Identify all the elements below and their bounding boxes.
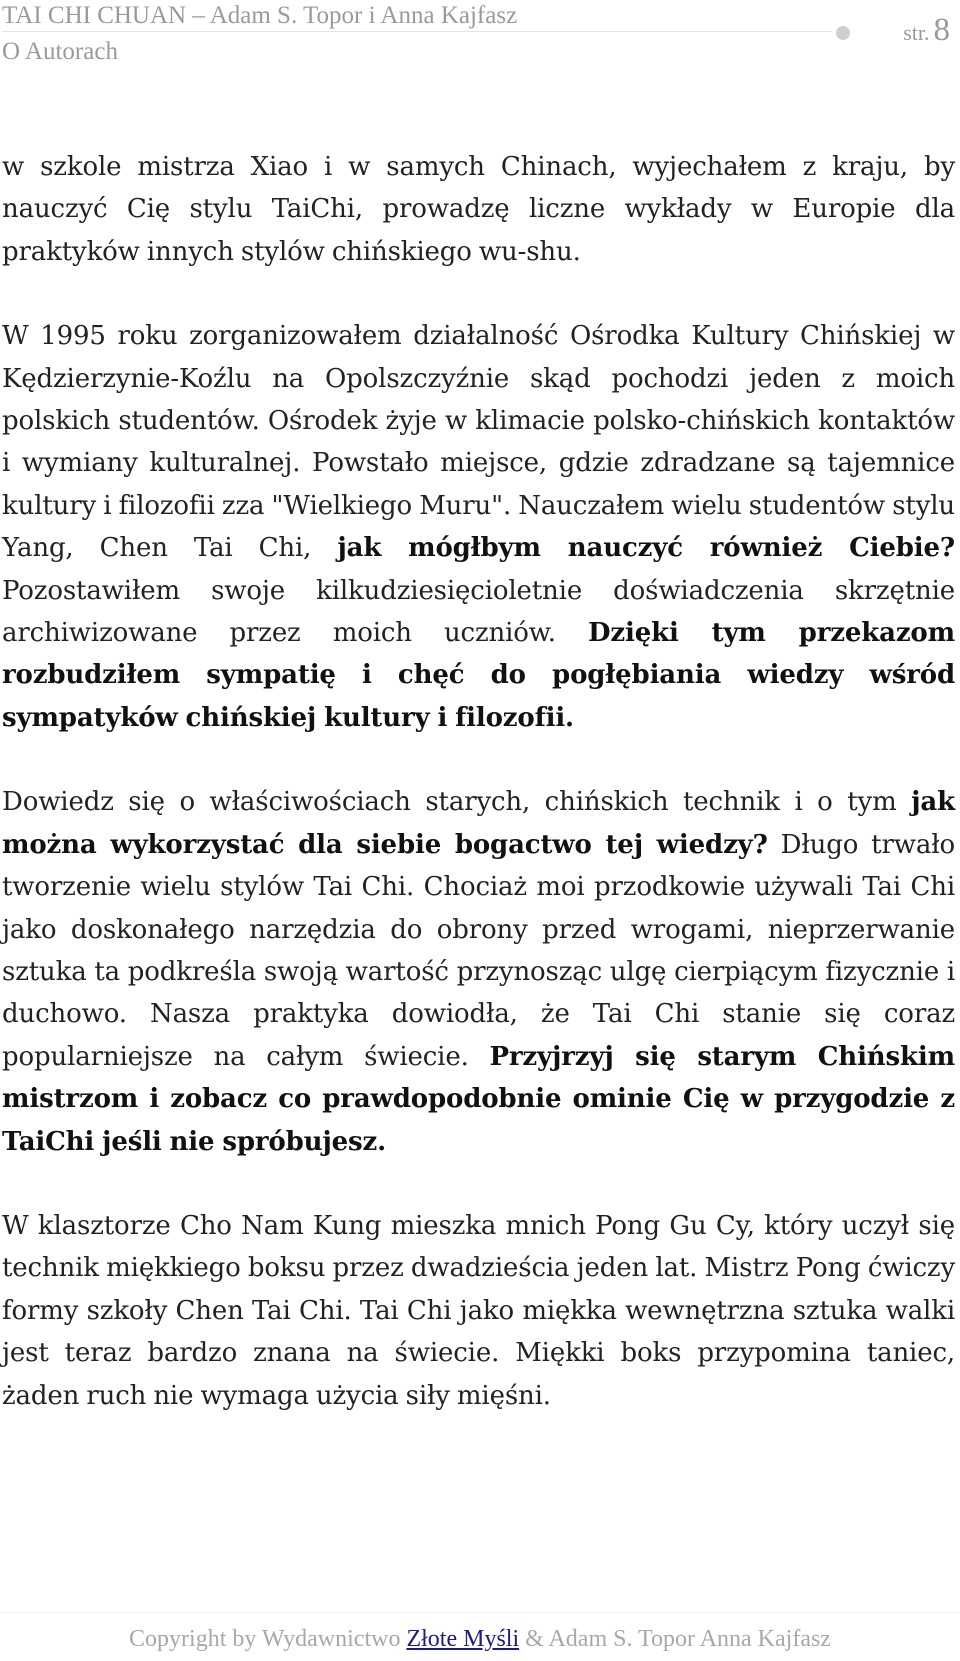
copyright-suffix: & Adam S. Topor Anna Kajfasz — [525, 1626, 831, 1652]
section-title: O Autorach — [2, 38, 118, 65]
copyright-prefix: Copyright by Wydawnictwo — [129, 1626, 401, 1652]
page-footer — [0, 1626, 960, 1653]
bullet-icon — [836, 26, 850, 40]
paragraph-1: w szkole mistrza Xiao i w samych Chinach, wyjechałem z kraju, by nauczyć Cię stylu TaiChi, prowadzę liczne wykłady w Europie dla praktyków innych stylów chińskiego wu-shu. — [2, 152, 955, 267]
paragraph-3-bold-b: jak można wykorzystać dla siebie bogactwo tej wiedzy? — [2, 787, 955, 860]
page-body — [2, 146, 955, 1459]
paragraph-2-bold-b: jak mógłbym nauczyć również Ciebie? — [337, 533, 955, 564]
header-divider — [2, 31, 832, 32]
paragraph-2-bold-d: Dzięki tym przekazom rozbudziłem sympatię i chęć do pogłębiania wiedzy wśród sympatyków chińskiej kultury i filozofii. — [2, 618, 955, 733]
page-label: str. — [903, 20, 930, 45]
book-title: TAI CHI CHUAN – Adam S. Topor i Anna Kajfasz — [2, 2, 518, 29]
page-header — [0, 0, 960, 80]
paragraph-4: W klasztorze Cho Nam Kung mieszka mnich Pong Gu Cy, który uczył się technik miękkiego boksu przez dwadzieścia jeden lat. Mistrz Pong ćwiczy formy szkoły Chen Tai Chi. Tai Chi jako miękka wewnętrzna sztuka walki jest teraz bardzo znana na świecie. Miękki boks przypomina taniec, żaden ruch nie wymaga użycia siły mięśni. — [2, 1210, 955, 1411]
publisher-link[interactable]: Złote Myśli — [406, 1626, 520, 1652]
paragraph-2 — [2, 315, 955, 739]
footer-divider — [0, 1612, 960, 1613]
page-indicator — [903, 12, 950, 49]
paragraph-3-bold-d: Przyjrzyj się starym Chińskim mistrzom i zobacz co prawdopodobnie ominie Cię w przygodzie z TaiChi jeśli nie spróbujesz. — [2, 1041, 955, 1157]
paragraph-2-text-a: W 1995 roku zorganizowałem działalność Ośrodka Kultury Chińskiej w Kędzierzynie-Koźlu na Opolszczyźnie skąd pochodzi jeden z moich polskich studentów. Ośrodek żyje w klimacie polsko-chińskich kontaktów i wymiany kulturalnej. Powstało miejsce, gdzie zdradzane są tajemnice kultury i filozofii zza "Wielkiego Muru". Nauczałem wielu studentów stylu Yang, Chen Tai Chi, — [2, 321, 955, 564]
paragraph-3-text-c: Długo trwało tworzenie wielu stylów Tai Chi. Chociaż moi przodkowie używali Tai Chi jako doskonałego narzędzia do obrony przed wrogami, nieprzerwanie sztuka ta podkreśla swoją wartość przynosząc ulgę cierpiącym fizycznie i duchowo. Nasza praktyka dowiodła, że Tai Chi stanie się coraz popularniejsze na całym świecie. — [2, 829, 955, 1072]
page-number: 8 — [933, 12, 950, 48]
paragraph-2-text-c: Pozostawiłem swoje kilkudziesięcioletnie doświadczenia skrzętnie archiwizowane przez moich uczniów. — [2, 575, 955, 649]
paragraph-3-text-a: Dowiedz się o właściwościach starych, chińskich technik i o tym — [2, 787, 897, 818]
paragraph-3 — [2, 781, 955, 1163]
